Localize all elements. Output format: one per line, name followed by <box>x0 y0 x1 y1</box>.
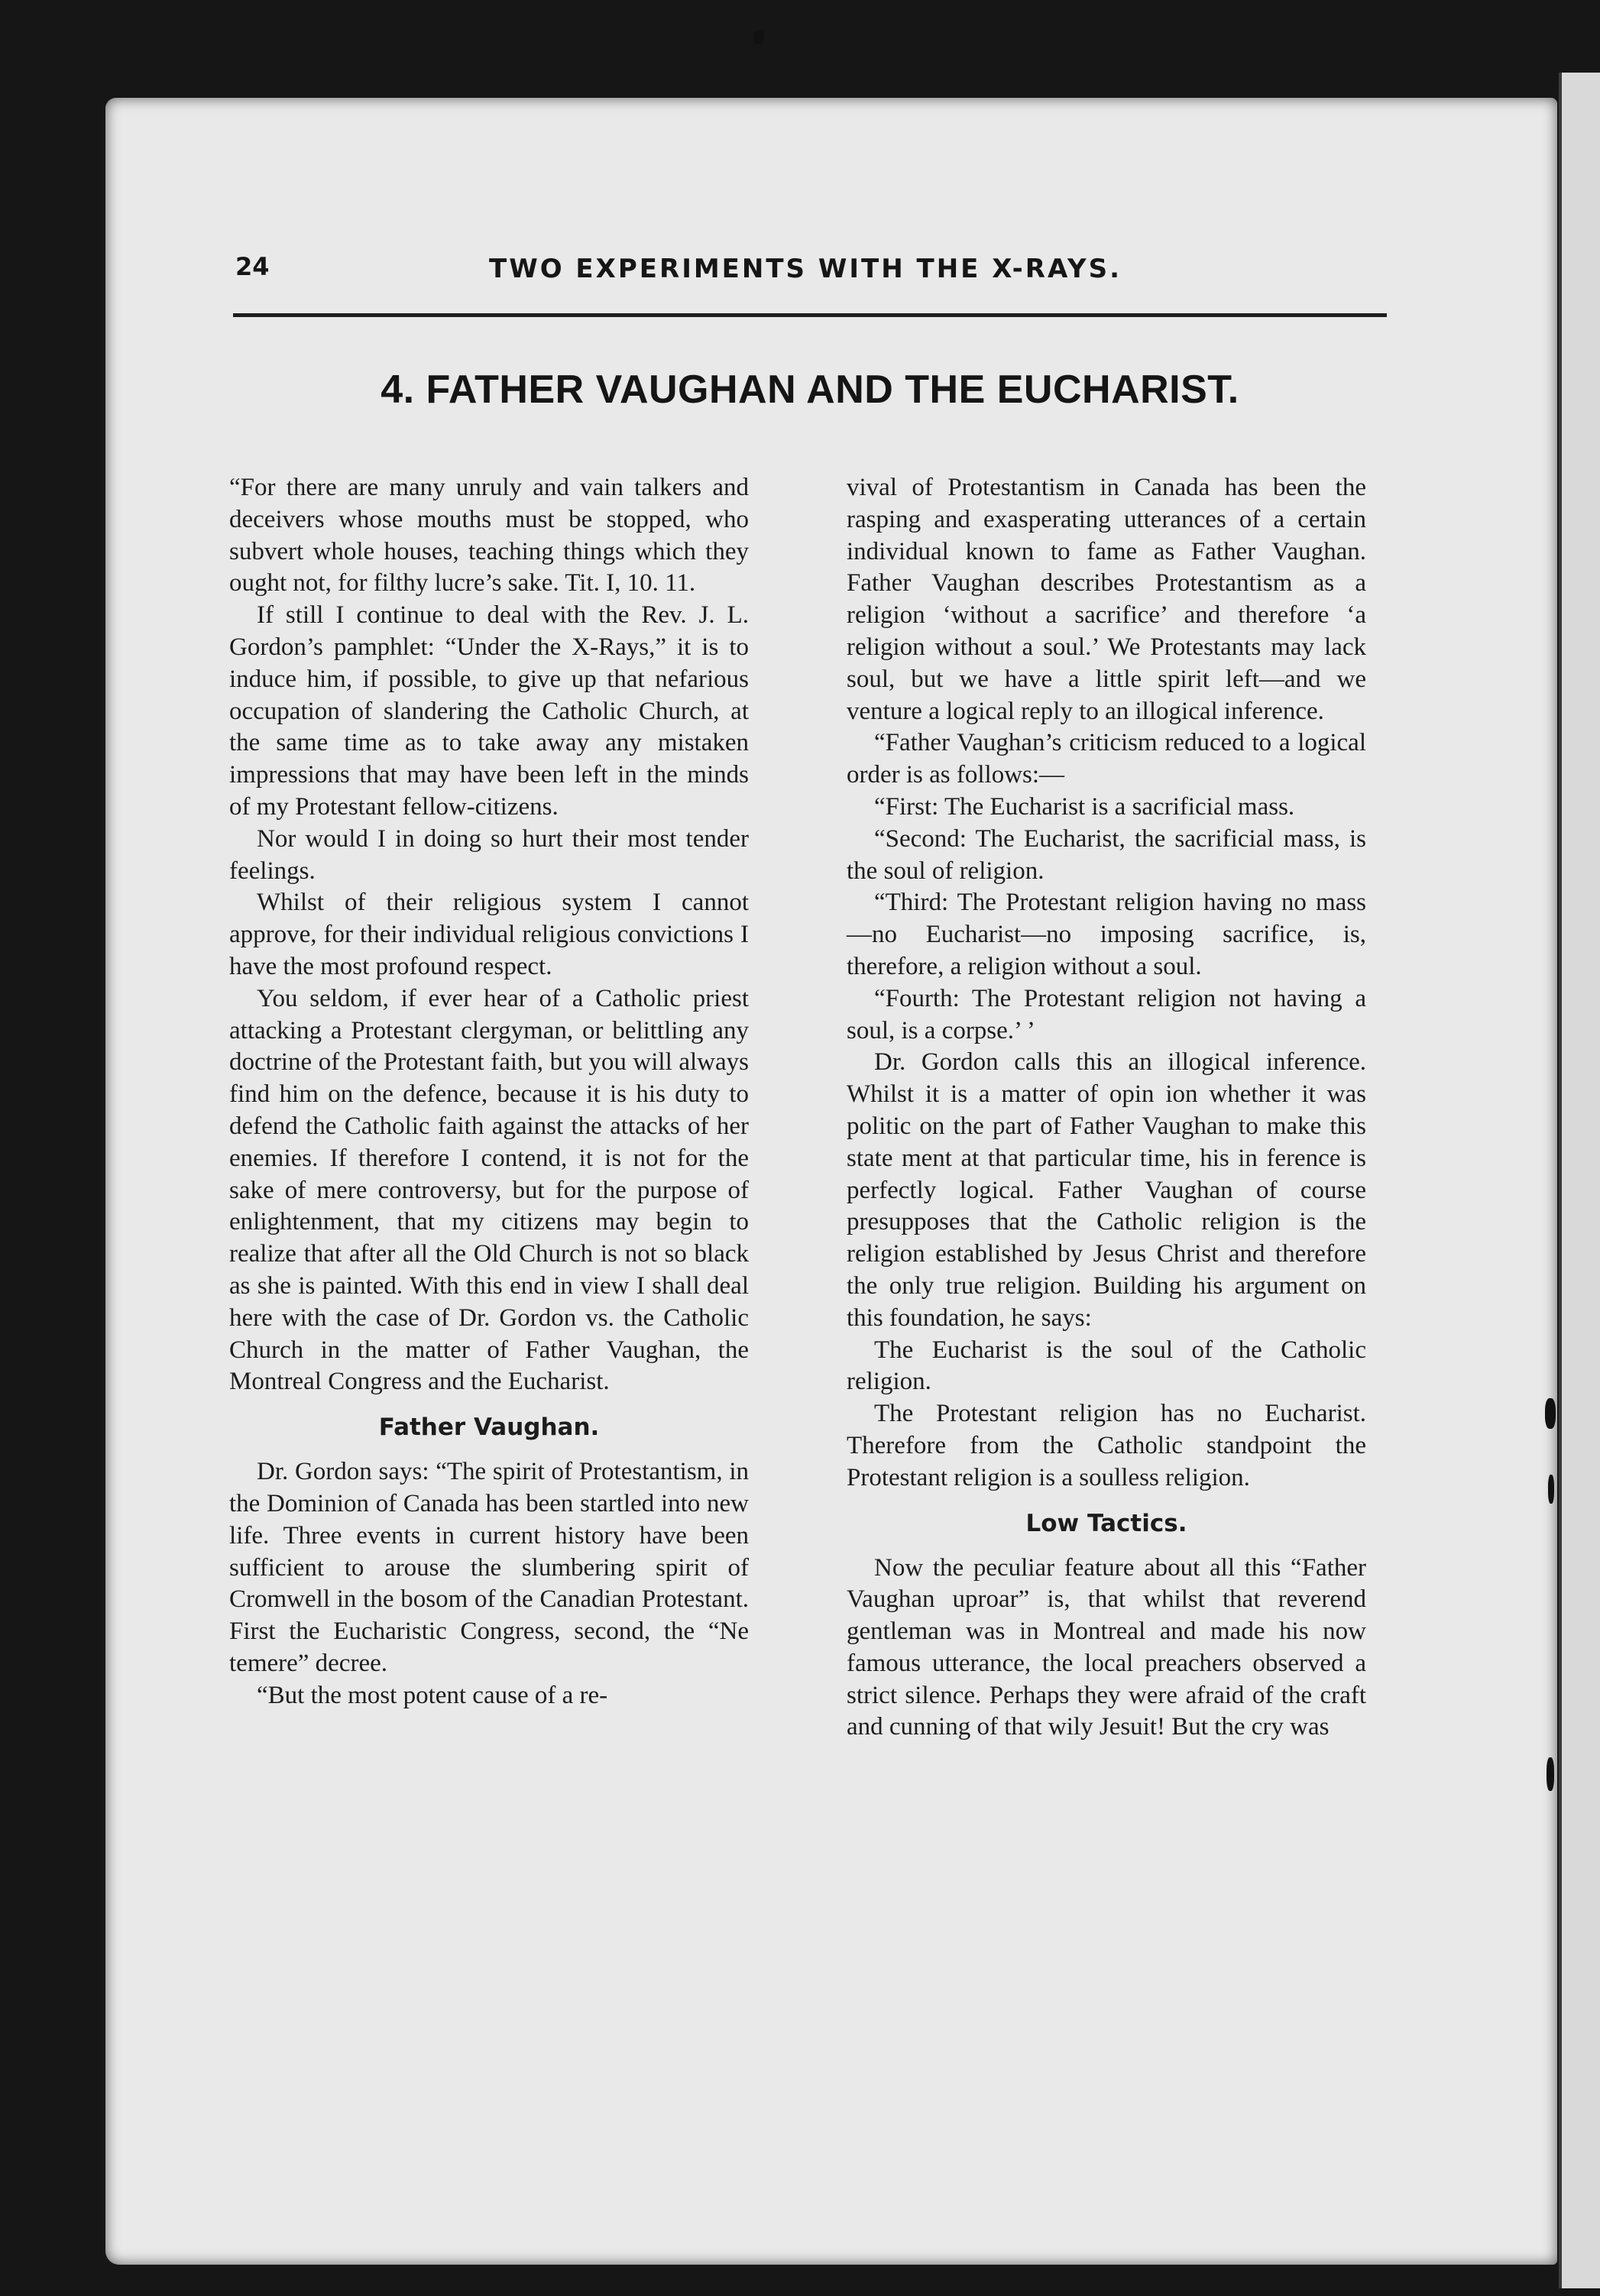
left-column <box>229 472 749 1711</box>
body-paragraph: The Protestant religion has no Eucharist. Therefore from the Catholic standpoint the Protestant religion is a soulless religion. <box>847 1400 1366 1491</box>
body-paragraph: Dr. Gordon calls this an illogical inference. Whilst it is a matter of opin ion whether it was politic on the part of Father Vaughan to make this state ment at that particular time, his in ference is perfectly logical. Father Vaughan of course presupposes that the Catholic religion is the religion established by Jesus Christ and therefore the only true religion. Building his argument on this foundation, he says: <box>847 1048 1366 1332</box>
ink-speck <box>1547 1757 1554 1791</box>
body-paragraph: Whilst of their religious system I cannot approve, for their individual religious convictions I have the most profound respect. <box>229 889 749 980</box>
body-paragraph: You seldom, if ever hear of a Catholic priest attacking a Protestant clergyman, or belittling any doctrine of the Protestant faith, but you will always find him on the defence, because it is his duty to defend the Catholic faith against the attacks of her enemies. If therefore I contend, it is not for the sake of mere controversy, but for the purpose of enlightenment, that my citizens may begin to realize that after all the Old Church is not so black as she is painted. With this end in view I shall deal here with the case of Dr. Gordon vs. the Catholic Church in the matter of Father Vaughan, the Montreal Congress and the Eucharist. <box>229 984 749 1396</box>
body-paragraph: “But the most potent cause of a re- <box>257 1681 608 1709</box>
chapter-title: 4. FATHER VAUGHAN AND THE EUCHARIST. <box>381 368 1239 412</box>
body-paragraph: “First: The Eucharist is a sacrificial mass. <box>874 792 1295 821</box>
page-number: 24 <box>235 252 270 281</box>
body-paragraph: Now the peculiar feature about all this “Father Vaughan uproar” is, that whilst that reverend gentleman was in Montreal and made his now famous utterance, the local preachers observed a strict silence. Perhaps they were afraid of the craft and cunning of that wily Jesuit! But the cry was <box>847 1553 1366 1741</box>
right-column <box>847 472 1366 1744</box>
header-rule <box>233 313 1387 317</box>
running-head: TWO EXPERIMENTS WITH THE X-RAYS. <box>489 254 1122 284</box>
body-paragraph: “Third: The Protestant religion having no mass—no Eucharist—no imposing sacrifice, is, therefore, a religion without a soul. <box>847 889 1366 980</box>
section-heading-low-tactics: Low Tactics. <box>1025 1509 1187 1537</box>
body-paragraph: “Fourth: The Protestant religion not having a soul, is a corpse.’ ’ <box>847 984 1366 1044</box>
page-header <box>229 252 1383 298</box>
section-heading-father-vaughan: Father Vaughan. <box>378 1414 600 1442</box>
body-paragraph: Nor would I in doing so hurt their most tender feelings. <box>229 824 749 885</box>
body-paragraph: The Eucharist is the soul of the Catholic religion. <box>847 1336 1366 1396</box>
body-paragraph: Dr. Gordon says: “The spirit of Protestantism, in the Dominion of Canada has been startled into new life. Three events in current history have been sufficient to arouse the slumbering spirit of Cromwell in the bosom of the Canadian Protestant. First the Eucharistic Congress, second, the “Ne temere” decree. <box>229 1458 749 1677</box>
ink-speck <box>1545 1398 1556 1429</box>
epigraph-paragraph: “For there are many unruly and vain talkers and deceivers whose mouths must be stopped, who subvert whole houses, teaching things which they ought not, for filthy lucre’s sake. Tit. I, 10. 11. <box>229 474 749 597</box>
adjacent-page-edge <box>1559 73 1600 2288</box>
body-paragraph: If still I continue to deal with the Rev. J. L. Gordon’s pamphlet: “Under the X-Rays,” it is to induce him, if possible, to give up that nefarious occupation of slandering the Catholic Church, at the same time as to take away any mistaken impressions that may have been left in the minds of my Protestant fellow-citizens. <box>229 601 749 821</box>
ink-speck <box>753 31 764 44</box>
ink-speck <box>1548 1475 1554 1504</box>
body-paragraph: “Father Vaughan’s criticism reduced to a logical order is as follows:— <box>847 729 1366 789</box>
body-paragraph: vival of Protestantism in Canada has been the rasping and exasperating utterances of a certain individual known to fame as Father Vaughan. Father Vaughan describes Protestantism as a religion ‘without a sacrifice’ and therefore ‘a religion without a soul.’ We Protestants may lack soul, but we have a little spirit left—and we venture a logical reply to an illogical inference. <box>847 474 1366 725</box>
body-paragraph: “Second: The Eucharist, the sacrificial mass, is the soul of religion. <box>847 824 1366 885</box>
